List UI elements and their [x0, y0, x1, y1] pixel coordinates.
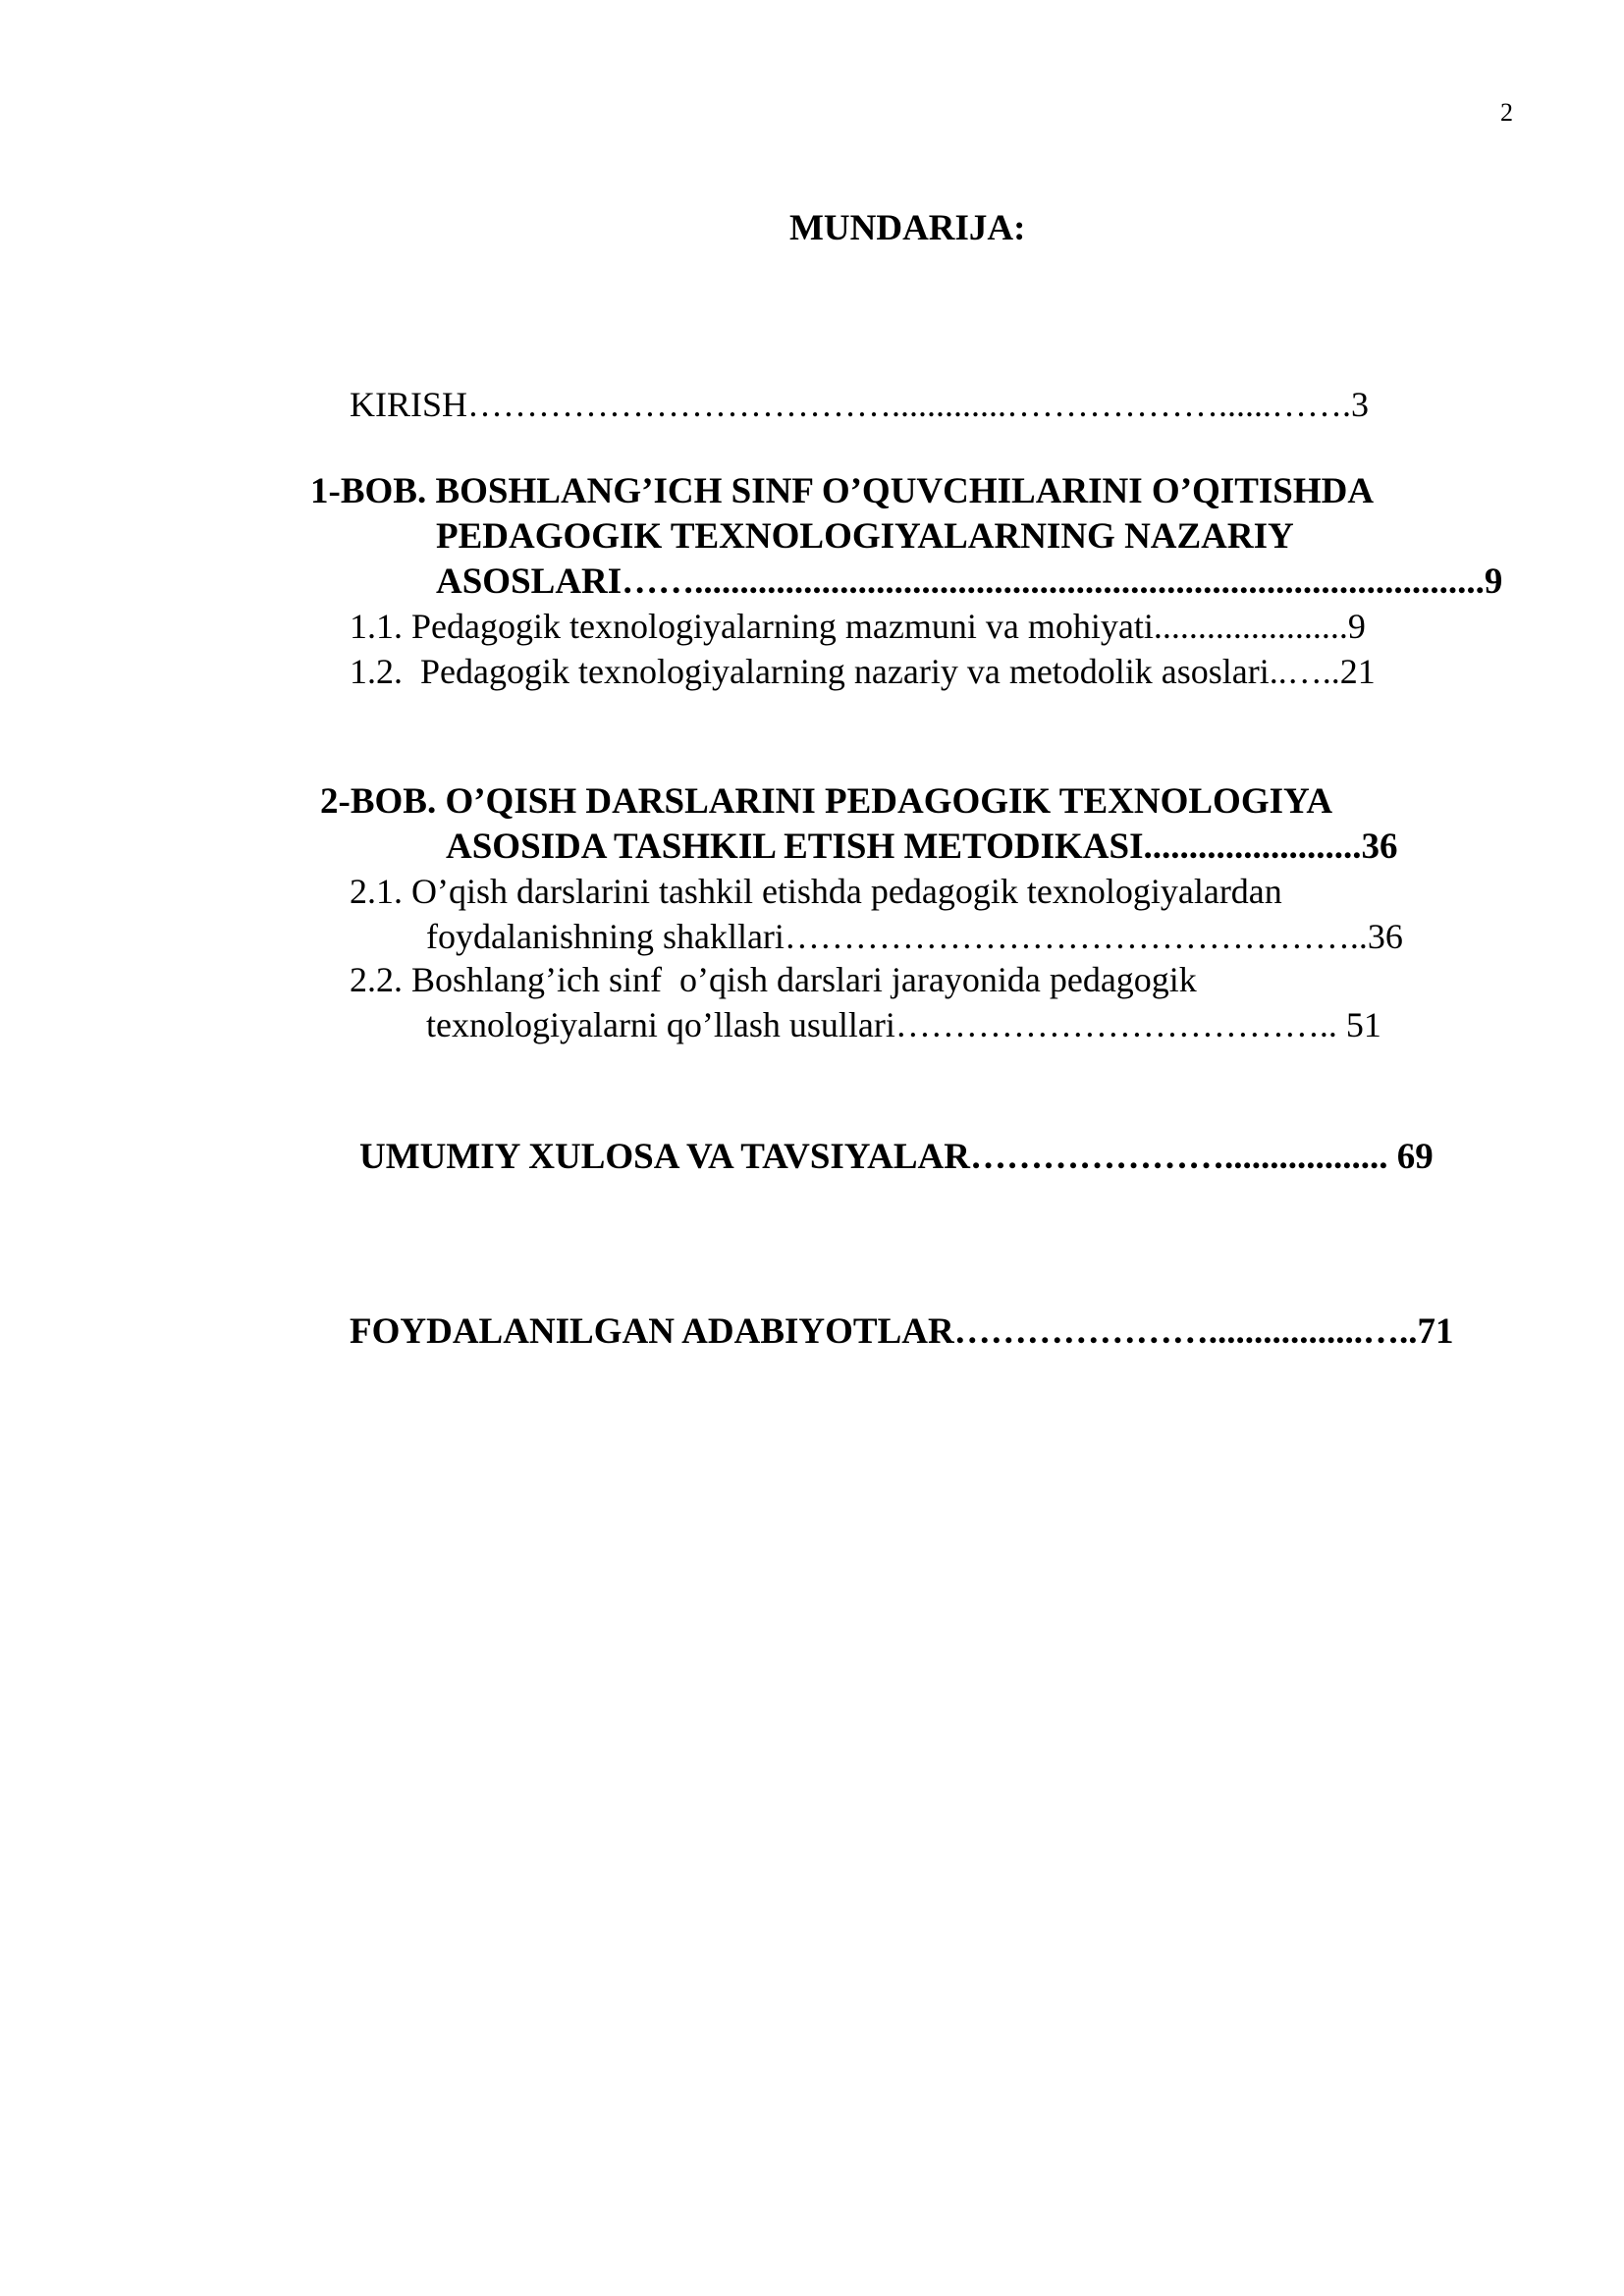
toc-title: MUNDARIJA:	[789, 208, 1026, 248]
page-number: 2	[1500, 98, 1513, 127]
toc-section-1-1: 1.1. Pedagogik texnologiyalarning mazmuni va mohiyati......................9	[350, 607, 1366, 646]
toc-chapter1-line1: 1-BOB. BOSHLANG’ICH SINF O’QUVCHILARINI O’QITISHDA	[310, 471, 1375, 511]
toc-conclusion: UMUMIY XULOSA VA TAVSIYALAR………………….................. 69	[359, 1137, 1434, 1177]
toc-chapter2-line2: ASOSIDA TASHKIL ETISH METODIKASI........................36	[446, 827, 1398, 867]
toc-chapter2-line1: 2-BOB. O’QISH DARSLARINI PEDAGOGIK TEXNOLOGIYA	[320, 781, 1333, 822]
toc-chapter1-line2: PEDAGOGIK TEXNOLOGIYALARNING NAZARIY	[436, 516, 1294, 557]
toc-references: FOYDALANILGAN ADABIYOTLAR………………….................…..71	[350, 1311, 1454, 1352]
toc-section-2-2-line2: texnologiyalarni qo’llash usullari……………………………….. 51	[426, 1005, 1381, 1044]
toc-section-2-2-line1: 2.2. Boshlang’ich sinf o’qish darslari jarayonida pedagogik	[350, 960, 1197, 999]
toc-section-2-1-line1: 2.1. O’qish darslarini tashkil etishda pedagogik texnologiyalardan	[350, 872, 1282, 911]
toc-intro: KIRISH……………………………….............………………......…….3	[350, 385, 1370, 424]
toc-section-1-2: 1.2. Pedagogik texnologiyalarning nazariy va metodolik asoslari..…..21	[350, 652, 1376, 691]
toc-section-2-1-line2: foydalanishning shakllari…………………………………………..36	[426, 917, 1403, 956]
toc-chapter1-line3: ASOSLARI…….......................................................................................9	[436, 561, 1503, 602]
